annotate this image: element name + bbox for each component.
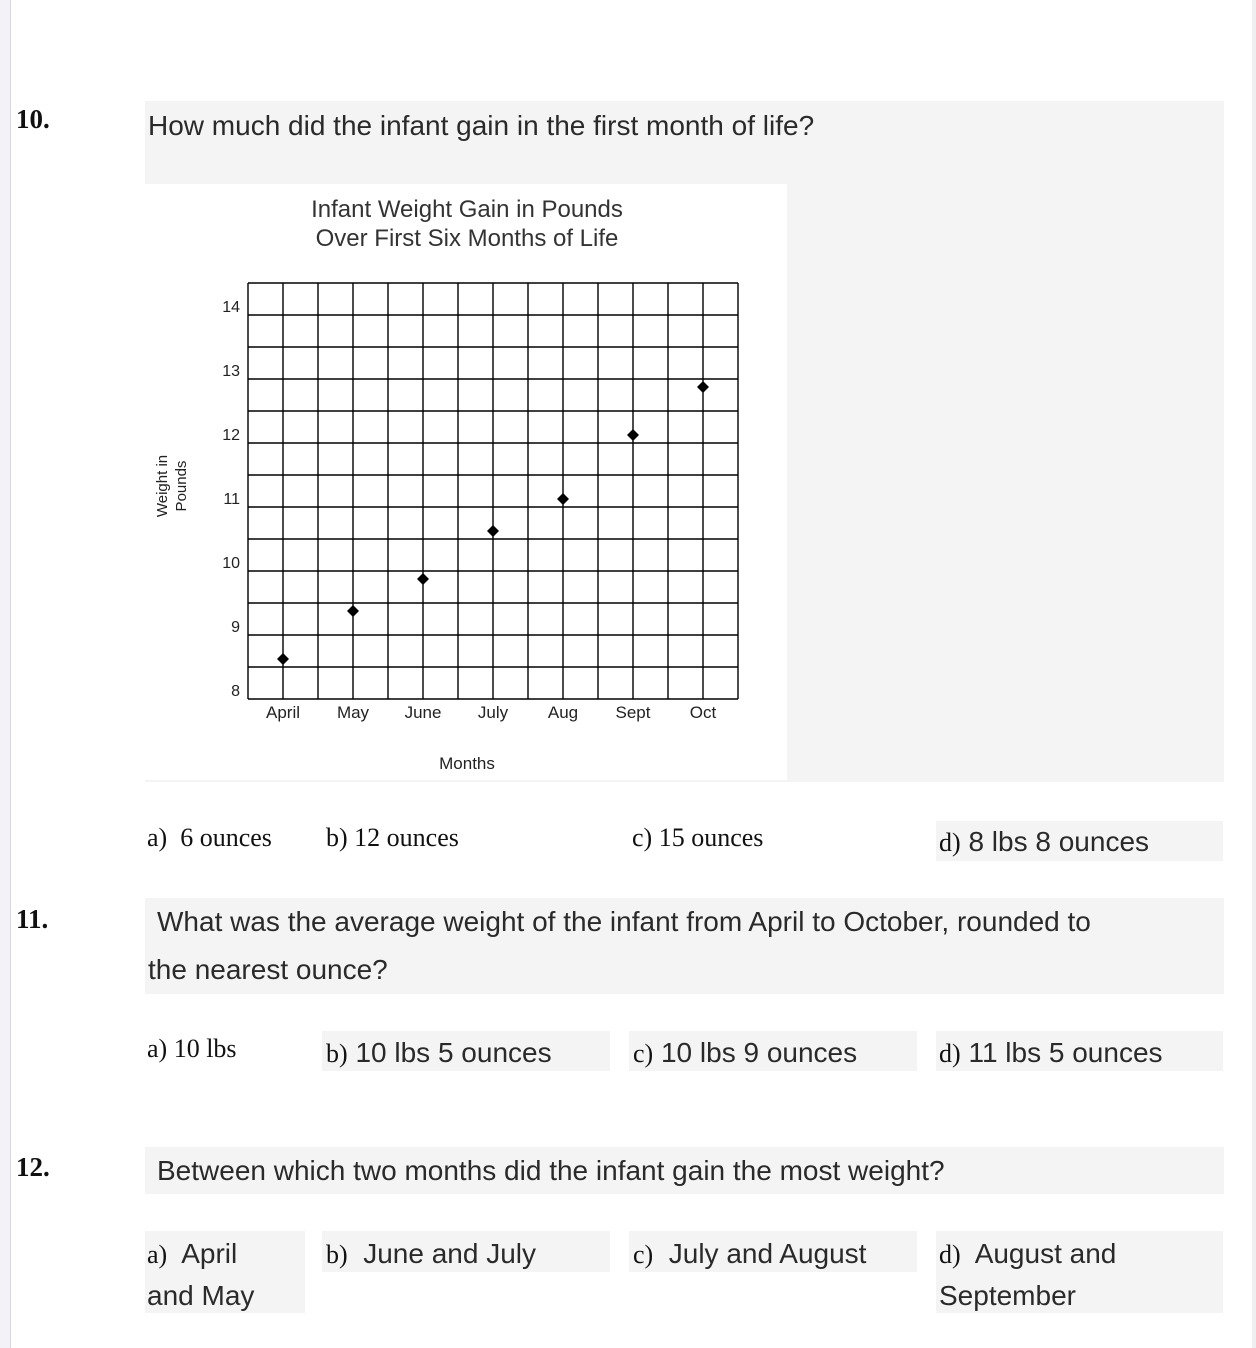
y-tick-label: 8 (231, 683, 240, 700)
q10-option-d-text: 8 lbs 8 ounces (968, 826, 1150, 857)
q12-option-c[interactable] (633, 1233, 866, 1275)
q10-question: How much did the infant gain in the first month of life? (148, 110, 815, 141)
q11-option-d[interactable] (939, 1033, 1163, 1074)
q10-option-d-letter: d) (939, 828, 961, 857)
q10-option-a[interactable] (147, 823, 272, 853)
q11-option-b[interactable] (326, 1033, 552, 1074)
data-point (347, 605, 359, 617)
q11-option-c[interactable] (633, 1033, 857, 1074)
q11-option-c-text: 10 lbs 9 ounces (660, 1037, 858, 1068)
q10-option-c-text: 15 ounces (658, 823, 764, 852)
q10-option-b-text: 12 ounces (354, 823, 459, 852)
q12-option-d[interactable] (939, 1233, 1116, 1316)
y-tick-label: 14 (222, 299, 240, 316)
q11-option-c-letter: c) (633, 1039, 654, 1068)
q11-option-d-letter: d) (939, 1039, 961, 1068)
q10-option-a-letter: a) (147, 823, 168, 852)
chart-grid (248, 283, 738, 699)
chart-subtitle: Over First Six Months of Life (315, 225, 619, 252)
chart-x-ticks (266, 703, 717, 722)
y-tick-label: 11 (223, 491, 240, 508)
chart-x-label: Months (439, 754, 495, 773)
q12-option-b-text: June and July (363, 1238, 537, 1269)
y-tick-label: 10 (222, 555, 240, 572)
q10-number: 10. (16, 104, 50, 134)
y-tick-label: 12 (222, 427, 240, 444)
x-tick-label: May (336, 703, 370, 722)
weight-chart-svg (145, 184, 787, 780)
q11-option-a-text: 10 lbs (173, 1034, 237, 1063)
data-point (697, 381, 709, 393)
q12-question: Between which two months did the infant gain the most weight? (157, 1155, 945, 1186)
q12-option-b[interactable] (326, 1233, 536, 1275)
x-tick-label: Aug (547, 703, 579, 722)
y-tick-label: 13 (222, 363, 240, 380)
q11-number: 11. (16, 904, 49, 934)
q10-option-b[interactable] (326, 823, 459, 853)
q11-option-b-text: 10 lbs 5 ounces (355, 1037, 552, 1068)
q11-option-b-letter: b) (326, 1039, 348, 1068)
q11-question-line2: the nearest ounce? (148, 954, 388, 985)
q12-option-a-text-line1: April (181, 1238, 238, 1269)
q10-option-a-text: 6 ounces (180, 823, 272, 852)
q10-option-d[interactable] (939, 822, 1149, 863)
y-tick-label: 9 (231, 619, 240, 636)
chart-y-ticks (222, 299, 240, 700)
data-point (627, 429, 639, 441)
q12-option-d-text-line1: August and (974, 1238, 1117, 1269)
q12-option-b-letter: b) (326, 1240, 348, 1269)
right-margin-rule (1252, 0, 1256, 1348)
q10-option-b-letter: b) (326, 823, 348, 852)
chart-y-label-line1: Weight in (154, 454, 171, 518)
x-tick-label: June (404, 703, 442, 722)
data-point (487, 525, 499, 537)
q10-option-c[interactable] (632, 823, 763, 853)
q11-option-d-text: 11 lbs 5 ounces (968, 1037, 1163, 1068)
data-point (277, 653, 289, 665)
left-margin-rule (0, 0, 11, 1348)
x-tick-label: July (477, 703, 509, 722)
q10-option-c-letter: c) (632, 823, 653, 852)
chart-y-label-line2: Pounds (173, 460, 190, 512)
q12-option-c-letter: c) (633, 1240, 654, 1269)
x-tick-label: Oct (689, 703, 717, 722)
q12-option-d-letter: d) (939, 1240, 961, 1269)
q12-option-a-letter: a) (147, 1240, 168, 1269)
q11-option-a[interactable] (147, 1034, 237, 1064)
data-point (557, 493, 569, 505)
q12-option-d-text-line2: September (939, 1280, 1076, 1311)
x-tick-label: Sept (615, 703, 651, 722)
weight-chart (145, 184, 787, 780)
q12-option-a[interactable] (147, 1233, 254, 1316)
x-tick-label: April (265, 703, 301, 722)
q12-option-c-text: July and August (668, 1238, 867, 1269)
q11-option-a-letter: a) (147, 1034, 168, 1063)
q11-question-line1: What was the average weight of the infant from April to October, rounded to (157, 906, 1091, 937)
q12-number: 12. (16, 1152, 50, 1182)
chart-title: Infant Weight Gain in Pounds (311, 196, 623, 223)
q12-option-a-text-line2: and May (147, 1280, 255, 1311)
data-point (417, 573, 429, 585)
